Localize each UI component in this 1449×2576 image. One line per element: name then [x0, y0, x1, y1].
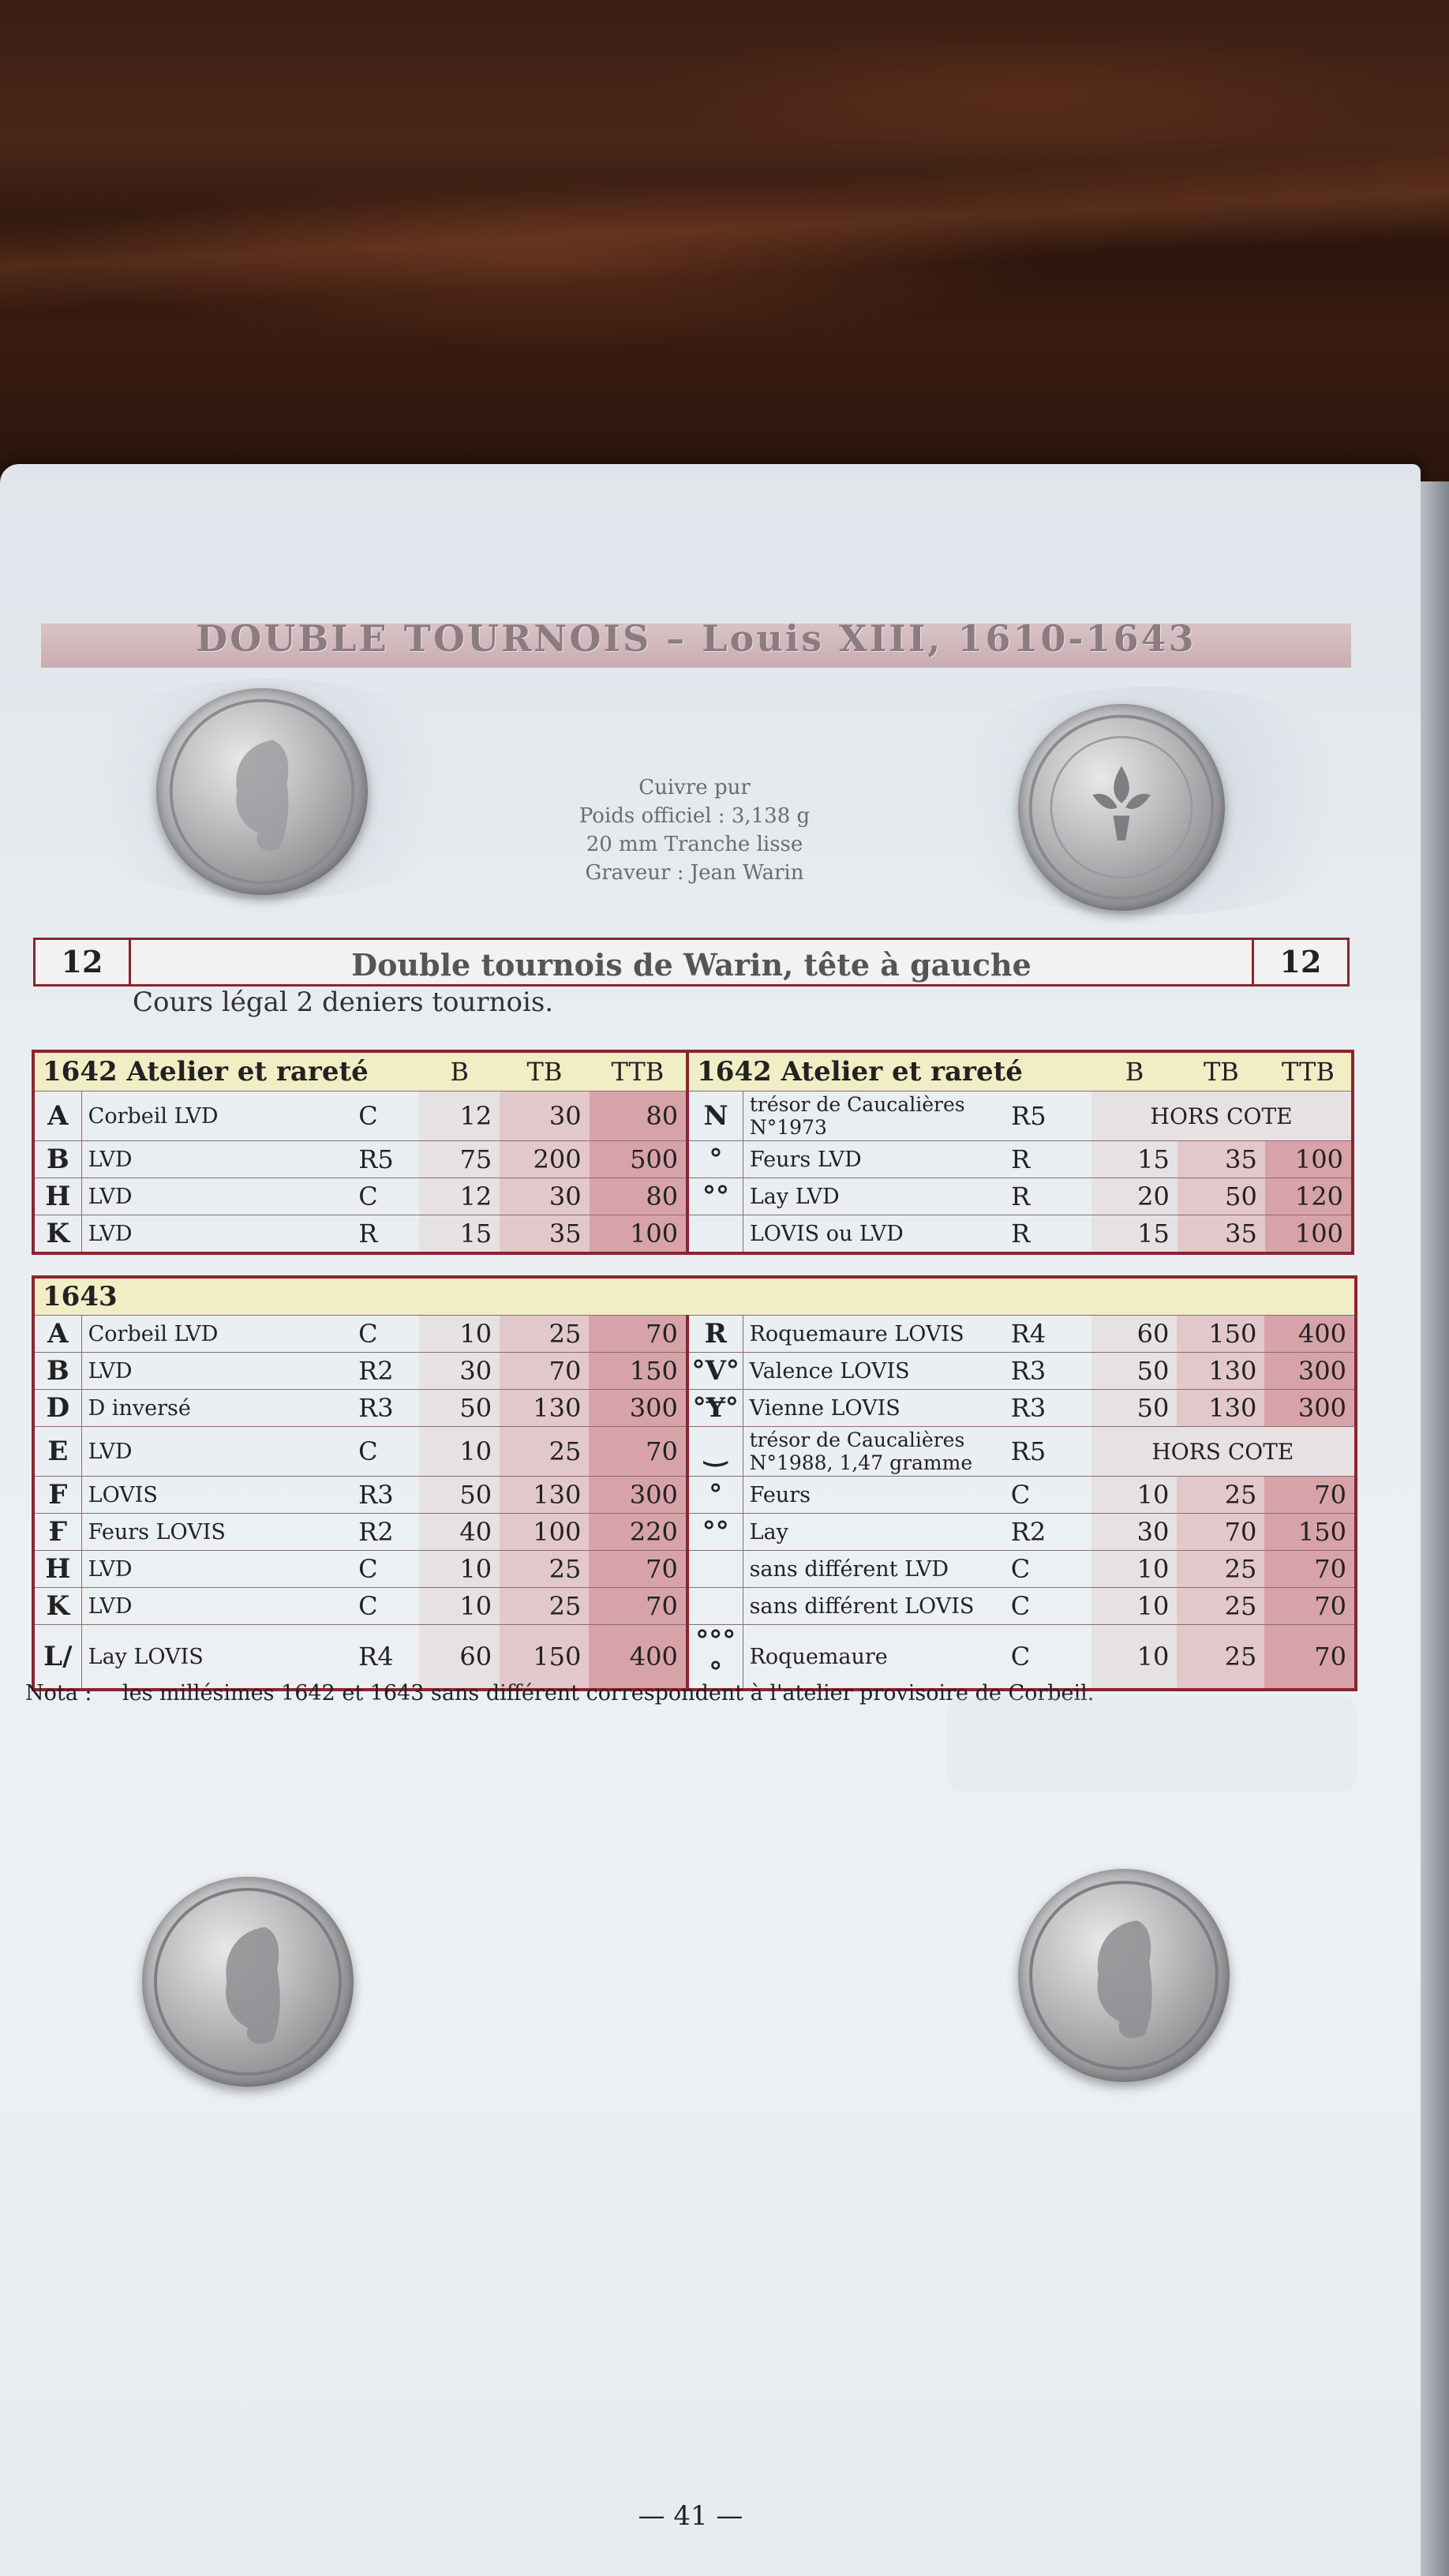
- price-tb: 130: [1177, 1390, 1264, 1427]
- atelier-desc: LVD: [81, 1353, 358, 1390]
- hors-cote: HORS COTE: [1091, 1091, 1353, 1141]
- rarity: C: [358, 1427, 419, 1477]
- price-ttb: 150: [1264, 1514, 1356, 1551]
- col-b: B: [1091, 1051, 1178, 1091]
- price-ttb: 400: [1264, 1316, 1356, 1353]
- atelier-desc: Feurs: [743, 1477, 1011, 1514]
- type-number-left: 12: [36, 940, 131, 984]
- price-b: 50: [1091, 1390, 1178, 1427]
- price-tb: 35: [500, 1215, 589, 1254]
- price-ttb: 70: [589, 1316, 687, 1353]
- nota-label: Nota :: [25, 1681, 92, 1705]
- coin-reverse-icon: [1018, 704, 1225, 911]
- type-number-right: 12: [1252, 940, 1347, 984]
- price-b: 15: [1091, 1141, 1178, 1178]
- price-tb: 50: [1178, 1178, 1265, 1215]
- rarity: R5: [358, 1141, 419, 1178]
- mint-mark: A: [33, 1091, 81, 1141]
- coin-portrait-icon: [1018, 1869, 1230, 2082]
- atelier-desc: LVD: [81, 1141, 358, 1178]
- price-tb: 150: [1177, 1316, 1264, 1353]
- mint-mark: H: [33, 1551, 81, 1588]
- price-tb: 70: [1177, 1514, 1264, 1551]
- cours-legal: Cours légal 2 deniers tournois.: [133, 987, 554, 1018]
- rarity: R3: [358, 1390, 419, 1427]
- hors-cote: HORS COTE: [1091, 1427, 1356, 1477]
- price-tb: 100: [500, 1514, 589, 1551]
- spec-metal: Cuivre pur: [638, 776, 751, 799]
- price-ttb: 120: [1265, 1178, 1353, 1215]
- price-b: 12: [419, 1091, 500, 1141]
- year-label: 1643: [33, 1277, 1356, 1316]
- table-row: [33, 1551, 1356, 1588]
- price-tb: 25: [500, 1316, 589, 1353]
- atelier-desc: Corbeil LVD: [81, 1316, 358, 1353]
- atelier-desc: trésor de Caucalières N°1973: [743, 1091, 1011, 1141]
- mint-mark: L/: [33, 1625, 81, 1690]
- price-b: 10: [419, 1551, 500, 1588]
- mint-mark: [687, 1551, 743, 1588]
- atelier-desc: Roquemaure: [743, 1625, 1011, 1690]
- price-tb: 25: [500, 1427, 589, 1477]
- rarity: C: [1011, 1477, 1091, 1514]
- rarity: R5: [1011, 1427, 1091, 1477]
- atelier-desc: sans différent LVD: [743, 1551, 1011, 1588]
- coin-specs: [489, 773, 900, 887]
- table-row: [33, 1091, 1353, 1141]
- price-b: 12: [419, 1178, 500, 1215]
- rarity: R4: [358, 1625, 419, 1690]
- col-tb: TB: [500, 1051, 589, 1091]
- price-b: 20: [1091, 1178, 1178, 1215]
- col-b: B: [419, 1051, 500, 1091]
- price-ttb: 70: [1264, 1477, 1356, 1514]
- price-ttb: 70: [1264, 1625, 1356, 1690]
- coin-obverse-icon: [156, 688, 368, 895]
- price-ttb: 300: [1264, 1390, 1356, 1427]
- atelier-desc: Valence LOVIS: [743, 1353, 1011, 1390]
- price-ttb: 100: [1265, 1215, 1353, 1254]
- price-ttb: 70: [589, 1588, 687, 1625]
- table-row: [33, 1625, 1356, 1690]
- mint-mark: E: [33, 1427, 81, 1477]
- rarity: C: [358, 1316, 419, 1353]
- price-b: 75: [419, 1141, 500, 1178]
- table-row: [33, 1215, 1353, 1254]
- rarity: C: [358, 1091, 419, 1141]
- spec-engraver: Graveur : Jean Warin: [585, 861, 804, 885]
- atelier-desc: Feurs LVD: [743, 1141, 1011, 1178]
- rarity: R3: [1011, 1353, 1091, 1390]
- price-tb: 30: [500, 1091, 589, 1141]
- price-b: 60: [419, 1625, 500, 1690]
- page-number: — 41 —: [638, 2500, 743, 2532]
- price-tb: 35: [1178, 1215, 1265, 1254]
- price-b: 10: [1091, 1477, 1178, 1514]
- mint-mark: °°°°: [687, 1625, 743, 1690]
- price-tb: 25: [1177, 1625, 1264, 1690]
- price-b: 30: [1091, 1514, 1178, 1551]
- price-b: 50: [1091, 1353, 1178, 1390]
- price-ttb: 220: [589, 1514, 687, 1551]
- atelier-desc: D inversé: [81, 1390, 358, 1427]
- price-ttb: 300: [1264, 1353, 1356, 1390]
- col-ttb: TTB: [1265, 1051, 1353, 1091]
- rarity: R2: [358, 1353, 419, 1390]
- mint-mark: °V°: [687, 1353, 743, 1390]
- rarity: C: [358, 1551, 419, 1588]
- mint-mark: F: [33, 1477, 81, 1514]
- price-ttb: 300: [589, 1390, 687, 1427]
- mint-mark: °°: [687, 1514, 743, 1551]
- table-row: [33, 1316, 1356, 1353]
- price-tb: 35: [1178, 1141, 1265, 1178]
- mint-mark: D: [33, 1390, 81, 1427]
- type-title: Double tournois de Warin, tête à gauche: [351, 947, 1032, 983]
- price-b: 10: [1091, 1551, 1178, 1588]
- price-b: 50: [419, 1390, 500, 1427]
- price-ttb: 100: [1265, 1141, 1353, 1178]
- rarity-table-1643: [32, 1275, 1357, 1691]
- atelier-desc: Lay LOVIS: [81, 1625, 358, 1690]
- price-tb: 70: [500, 1353, 589, 1390]
- rarity: R2: [358, 1514, 419, 1551]
- table-header-left: 1642 Atelier et rareté: [33, 1051, 419, 1091]
- rarity: C: [358, 1178, 419, 1215]
- atelier-desc: Corbeil LVD: [81, 1091, 358, 1141]
- spec-weight: Poids officiel : 3,138 g: [578, 804, 811, 828]
- price-ttb: 70: [1264, 1551, 1356, 1588]
- price-ttb: 400: [589, 1625, 687, 1690]
- mint-mark: R: [687, 1316, 743, 1353]
- mint-mark: °Ɏ°: [687, 1390, 743, 1427]
- atelier-desc: LVD: [81, 1551, 358, 1588]
- price-ttb: 80: [590, 1178, 688, 1215]
- table-row: [33, 1353, 1356, 1390]
- table-row: [33, 1141, 1353, 1178]
- mint-mark: [687, 1588, 743, 1625]
- price-ttb: 300: [589, 1477, 687, 1514]
- price-b: 60: [1091, 1316, 1178, 1353]
- mint-mark: H: [33, 1178, 81, 1215]
- mint-mark: ‿: [687, 1427, 743, 1477]
- price-tb: 30: [500, 1178, 589, 1215]
- price-tb: 25: [1177, 1551, 1264, 1588]
- price-tb: 25: [1177, 1477, 1264, 1514]
- atelier-desc: Roquemaure LOVIS: [743, 1316, 1011, 1353]
- rarity: C: [1011, 1625, 1091, 1690]
- rarity: R5: [1011, 1091, 1091, 1141]
- rarity-table-1642: [32, 1050, 1354, 1255]
- table-row: [33, 1427, 1356, 1477]
- atelier-desc: Vienne LOVIS: [743, 1390, 1011, 1427]
- price-tb: 130: [1177, 1353, 1264, 1390]
- table-row: [33, 1178, 1353, 1215]
- table-row: [33, 1514, 1356, 1551]
- price-b: 10: [419, 1427, 500, 1477]
- price-ttb: 70: [589, 1551, 687, 1588]
- rarity: R: [1011, 1178, 1091, 1215]
- price-b: 40: [419, 1514, 500, 1551]
- atelier-desc: LOVIS ou LVD: [743, 1215, 1011, 1254]
- price-ttb: 500: [590, 1141, 688, 1178]
- rarity: R: [1011, 1215, 1091, 1254]
- rarity: C: [1011, 1551, 1091, 1588]
- price-tb: 130: [500, 1477, 589, 1514]
- page-edge: [1421, 481, 1449, 2576]
- price-b: 10: [419, 1588, 500, 1625]
- col-ttb: TTB: [590, 1051, 688, 1091]
- rarity: R: [1011, 1141, 1091, 1178]
- mint-mark: B: [33, 1353, 81, 1390]
- coin-portrait-icon: [142, 1877, 354, 2087]
- table-header-row: [33, 1051, 1353, 1091]
- price-tb: 25: [1177, 1588, 1264, 1625]
- table-row: [33, 1390, 1356, 1427]
- price-b: 10: [1091, 1588, 1178, 1625]
- price-tb: 150: [500, 1625, 589, 1690]
- mint-mark: [687, 1215, 743, 1254]
- price-tb: 25: [500, 1588, 589, 1625]
- rarity: R: [358, 1215, 419, 1254]
- rarity: C: [358, 1588, 419, 1625]
- atelier-desc: trésor de Caucalières N°1988, 1,47 gramme: [743, 1427, 1011, 1477]
- page-title: DOUBLE TOURNOIS – Louis XIII, 1610-1643: [196, 617, 1196, 660]
- table-row: [33, 1477, 1356, 1514]
- atelier-desc: sans différent LOVIS: [743, 1588, 1011, 1625]
- atelier-desc: LVD: [81, 1427, 358, 1477]
- spec-size: 20 mm Tranche lisse: [586, 833, 803, 856]
- atelier-desc: Feurs LOVIS: [81, 1514, 358, 1551]
- atelier-desc: LVD: [81, 1215, 358, 1254]
- price-ttb: 150: [589, 1353, 687, 1390]
- price-ttb: 100: [590, 1215, 688, 1254]
- rarity: R4: [1011, 1316, 1091, 1353]
- atelier-desc: LVD: [81, 1178, 358, 1215]
- mint-mark: K: [33, 1215, 81, 1254]
- rarity: R3: [358, 1477, 419, 1514]
- mint-mark: A: [33, 1316, 81, 1353]
- price-b: 30: [419, 1353, 500, 1390]
- atelier-desc: LVD: [81, 1588, 358, 1625]
- atelier-desc: Lay LVD: [743, 1178, 1011, 1215]
- mint-mark: Ғ: [33, 1514, 81, 1551]
- rarity: R3: [1011, 1390, 1091, 1427]
- price-tb: 130: [500, 1390, 589, 1427]
- year-row: [33, 1277, 1356, 1316]
- rarity: C: [1011, 1588, 1091, 1625]
- mint-mark: °: [687, 1477, 743, 1514]
- price-b: 10: [419, 1316, 500, 1353]
- price-tb: 25: [500, 1551, 589, 1588]
- show-through: [947, 1697, 1357, 1792]
- col-tb: TB: [1178, 1051, 1265, 1091]
- mint-mark: B: [33, 1141, 81, 1178]
- table-header-right: 1642 Atelier et rareté: [687, 1051, 1091, 1091]
- type-header-bar: [33, 938, 1350, 987]
- price-b: 15: [419, 1215, 500, 1254]
- atelier-desc: Lay: [743, 1514, 1011, 1551]
- price-b: 15: [1091, 1215, 1178, 1254]
- atelier-desc: LOVIS: [81, 1477, 358, 1514]
- mint-mark: °°: [687, 1178, 743, 1215]
- price-tb: 200: [500, 1141, 589, 1178]
- price-ttb: 80: [590, 1091, 688, 1141]
- mint-mark: °: [687, 1141, 743, 1178]
- rarity: R2: [1011, 1514, 1091, 1551]
- price-ttb: 70: [1264, 1588, 1356, 1625]
- nota-text: les millésimes 1642 et 1643 sans différent correspondent à l'atelier provisoire de Corbeil.: [122, 1681, 1095, 1705]
- price-b: 10: [1091, 1625, 1178, 1690]
- mint-mark: N: [687, 1091, 743, 1141]
- table-row: [33, 1588, 1356, 1625]
- price-b: 50: [419, 1477, 500, 1514]
- price-ttb: 70: [589, 1427, 687, 1477]
- mint-mark: K: [33, 1588, 81, 1625]
